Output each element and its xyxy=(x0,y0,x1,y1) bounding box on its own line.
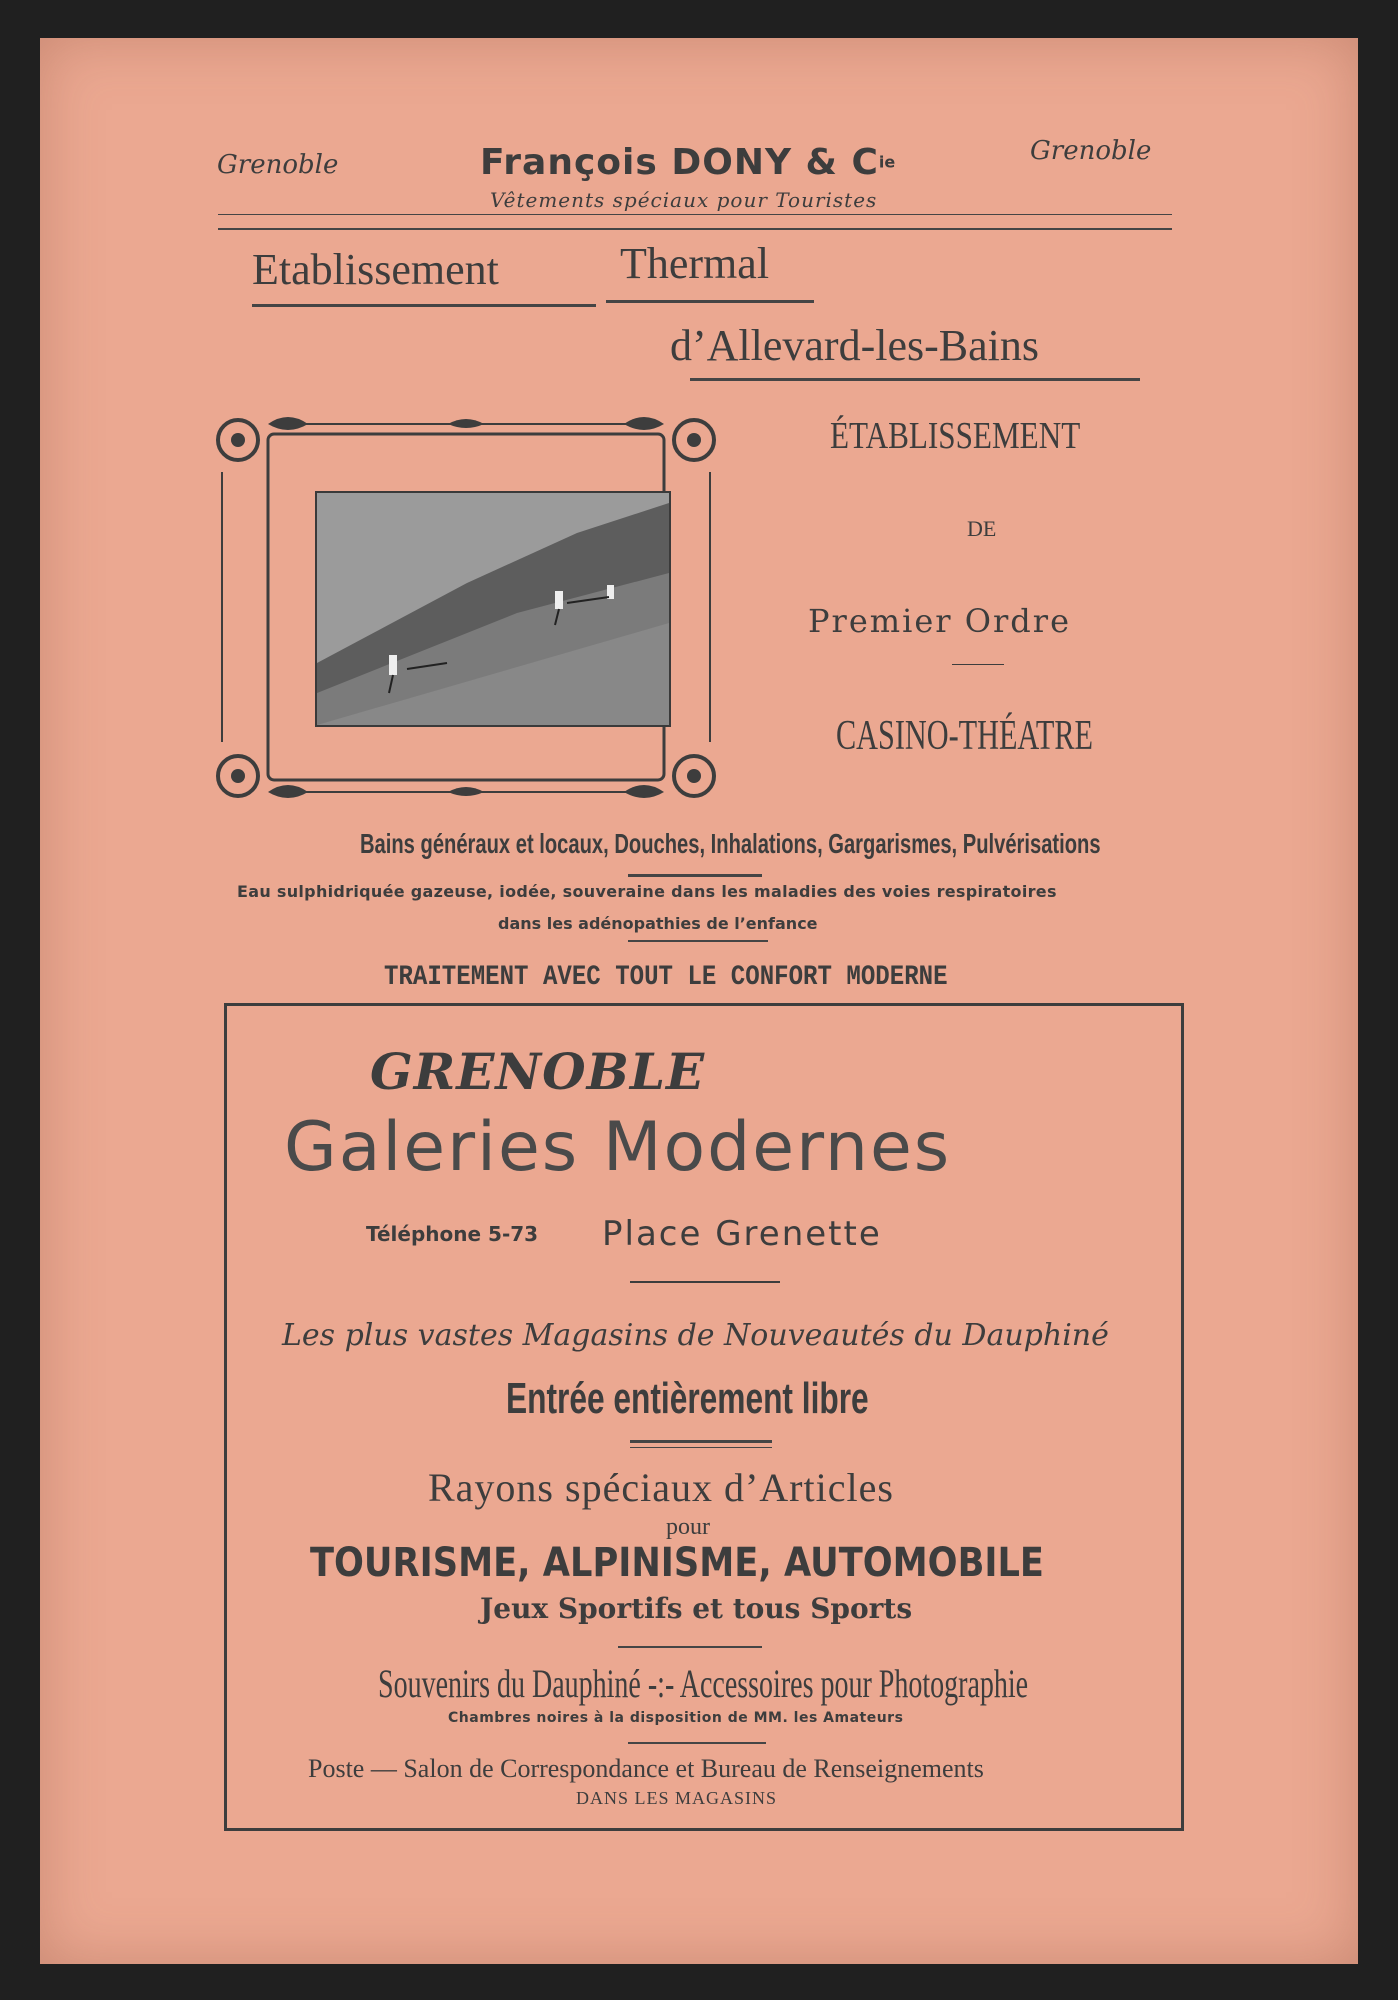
galeries-sports-1: TOURISME, ALPINISME, AUTOMOBILE xyxy=(310,1540,1044,1586)
galeries-dans: DANS LES MAGASINS xyxy=(576,1788,778,1808)
chambres-rule xyxy=(628,1742,766,1744)
sports-rule xyxy=(618,1646,762,1648)
galeries-pour: pour xyxy=(666,1514,710,1540)
header-rule-top xyxy=(218,214,1172,215)
firm-name: François DONY & C xyxy=(480,142,879,183)
thermal-title-1-underline xyxy=(252,304,596,307)
header-firm xyxy=(480,142,895,183)
galeries-tagline: Les plus vastes Magasins de Nouveautés du Dauphiné xyxy=(282,1318,1109,1353)
header-city-left: Grenoble xyxy=(217,150,339,180)
thermal-title-1: Etablissement xyxy=(252,245,499,294)
firm-superscript: ie xyxy=(878,152,896,172)
thermal-title-3: d’Allevard-les-Bains xyxy=(670,321,1039,370)
entry-rule-1 xyxy=(630,1440,772,1443)
thermal-water-1: Eau sulphidriquée gazeuse, iodée, souveraine dans les maladies des voies respiratoires xyxy=(237,882,1057,901)
hillside-image xyxy=(317,493,669,725)
thermal-title-2-underline xyxy=(606,300,814,303)
thermal-premier-ordre: Premier Ordre xyxy=(808,602,1071,640)
galeries-city: GRENOBLE xyxy=(370,1042,706,1101)
thermal-treatments: Bains généraux et locaux, Douches, Inhalations, Gargarismes, Pulvérisations xyxy=(360,828,1101,859)
header-city-right: Grenoble xyxy=(1030,136,1152,166)
thermal-ornament xyxy=(952,664,1004,673)
header-rule-bottom xyxy=(218,228,1172,230)
galeries-souvenirs: Souvenirs du Dauphiné -:- Accessoires pour Photographie xyxy=(378,1661,1029,1706)
galeries-phone: Téléphone 5-73 xyxy=(366,1222,539,1246)
thermal-casino: CASINO-THÉATRE xyxy=(836,713,1094,759)
galeries-rayons: Rayons spéciaux d’Articles xyxy=(428,1465,894,1510)
galeries-name: Galeries Modernes xyxy=(284,1108,952,1187)
header-subtitle: Vêtements spéciaux pour Touristes xyxy=(490,188,878,212)
galeries-place: Place Grenette xyxy=(602,1214,882,1254)
galeries-sports-2: Jeux Sportifs et tous Sports xyxy=(480,1592,913,1625)
entry-rule-2 xyxy=(630,1447,772,1448)
thermal-title-3-underline xyxy=(690,378,1140,381)
galeries-ornament xyxy=(630,1281,780,1283)
treatments-rule xyxy=(628,874,762,877)
galeries-chambres: Chambres noires à la disposition de MM. les Amateurs xyxy=(448,1710,904,1726)
galeries-entry: Entrée entièrement libre xyxy=(506,1374,869,1423)
thermal-etablissement: ÉTABLISSEMENT xyxy=(830,415,1081,457)
thermal-title-2: Thermal xyxy=(620,239,770,288)
thermal-water-2: dans les adénopathies de l’enfance xyxy=(498,914,818,933)
water-rule xyxy=(628,940,768,942)
thermal-comfort: TRAITEMENT AVEC TOUT LE CONFORT MODERNE xyxy=(384,962,948,993)
galeries-poste: Poste — Salon de Correspondance et Bureau de Renseignements xyxy=(308,1754,984,1783)
thermal-de: DE xyxy=(967,516,997,541)
hillside-photo xyxy=(315,491,671,727)
